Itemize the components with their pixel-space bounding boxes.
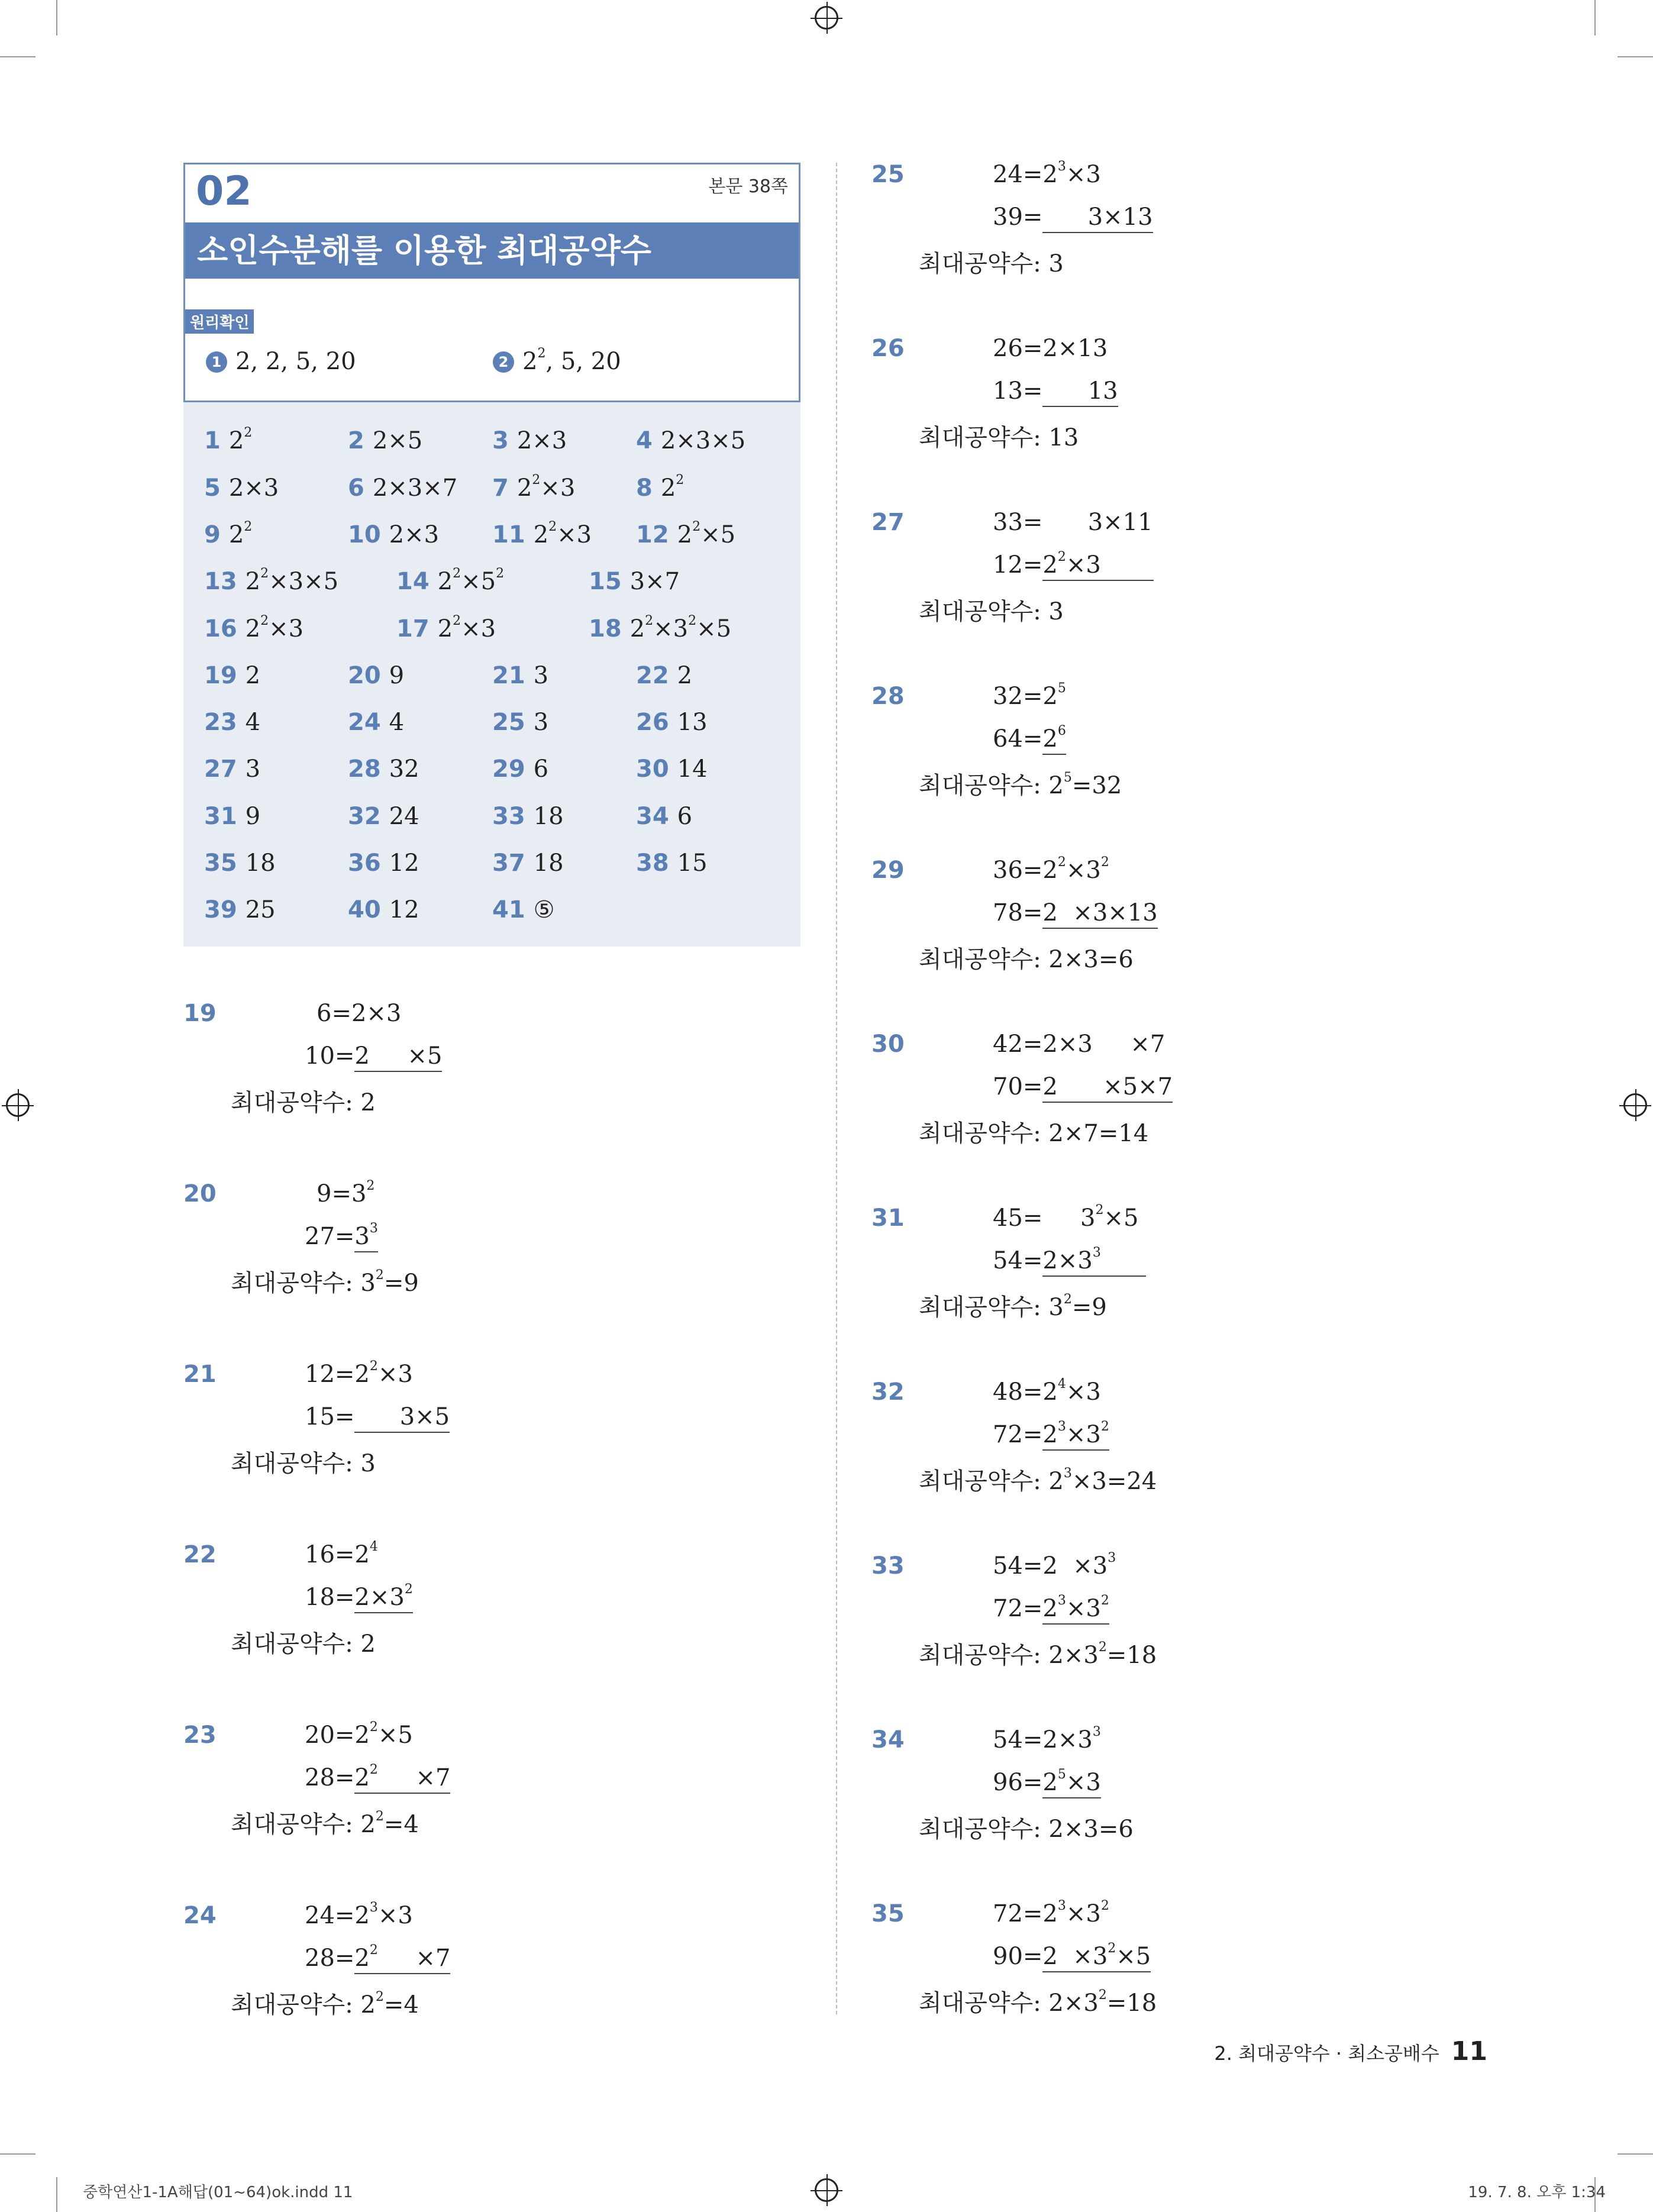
answer-1: 1 $2^2$	[204, 425, 253, 454]
answer-grid	[183, 402, 800, 947]
principle-item-2: 2 $2^2$, 5, 20	[493, 348, 621, 375]
crop-mark	[1594, 0, 1596, 35]
section-header	[183, 163, 800, 402]
answer-27: 27 3	[204, 755, 261, 783]
answer-36: 36 12	[348, 850, 419, 877]
answer-38: 38 15	[636, 850, 708, 877]
answer-9: 9 $2^2$	[204, 519, 253, 548]
answer-18: 18 $2^2\times 3^2\times 5$	[589, 613, 732, 642]
answer-4: 4 2×3×5	[636, 427, 746, 454]
answer-26: 26 13	[636, 709, 708, 736]
answer-31: 31 9	[204, 803, 261, 830]
registration-mark-top	[815, 6, 838, 30]
registration-mark-right	[1623, 1093, 1647, 1117]
number-2-icon: 2	[493, 351, 514, 373]
principle-tag: 원리확인	[185, 309, 254, 334]
column-divider	[836, 163, 837, 2014]
answer-16: 16 $2^2\times 3$	[204, 613, 304, 642]
crop-mark	[0, 56, 35, 57]
answer-15: 15 3×7	[589, 568, 680, 595]
page-number: 11	[1451, 2036, 1487, 2066]
answer-24: 24 4	[348, 709, 405, 736]
answer-28: 28 32	[348, 755, 419, 783]
answer-41: 41 ⑤	[492, 896, 555, 923]
page-reference: 본문 38쪽	[708, 176, 788, 197]
answer-40: 40 12	[348, 896, 419, 923]
answer-13: 13 $2^2\times 3\times 5$	[204, 566, 339, 595]
answer-35: 35 18	[204, 850, 276, 877]
answer-32: 32 24	[348, 803, 419, 830]
page-footer	[1214, 2036, 1487, 2066]
chapter-title: 2. 최대공약수 · 최소공배수	[1214, 2042, 1439, 2065]
answer-8: 8 $2^2$	[636, 473, 685, 502]
answer-25: 25 3	[492, 709, 549, 736]
answer-5: 5 2×3	[204, 474, 279, 502]
answer-22: 22 2	[636, 662, 693, 689]
answer-6: 6 2×3×7	[348, 474, 458, 502]
answer-10: 10 2×3	[348, 521, 440, 548]
crop-mark	[0, 2153, 35, 2155]
answer-17: 17 $2^2\times 3$	[396, 613, 496, 642]
slug-date: 19. 7. 8. 오후 1:34	[1468, 2184, 1606, 2201]
answer-2: 2 2×5	[348, 427, 423, 454]
answer-33: 33 18	[492, 803, 564, 830]
answer-12: 12 $2^2\times 5$	[636, 519, 736, 548]
answer-11: 11 $2^2\times 3$	[492, 519, 592, 548]
answer-21: 21 3	[492, 662, 549, 689]
answer-3: 3 2×3	[492, 427, 567, 454]
answer-20: 20 9	[348, 662, 405, 689]
crop-mark	[56, 0, 57, 35]
principle-item-1: 1 2, 2, 5, 20	[206, 348, 356, 375]
section-number: 02	[196, 168, 252, 215]
crop-mark	[1618, 56, 1653, 57]
answer-23: 23 4	[204, 709, 261, 736]
answer-39: 39 25	[204, 896, 276, 923]
answer-30: 30 14	[636, 755, 708, 783]
registration-mark-left	[6, 1093, 30, 1117]
answer-34: 34 6	[636, 803, 693, 830]
crop-mark	[56, 2177, 57, 2212]
answer-37: 37 18	[492, 850, 564, 877]
number-1-icon: 1	[206, 351, 227, 373]
section-title: 소인수분해를 이용한 최대공약수	[185, 222, 799, 279]
registration-mark-bottom	[815, 2178, 838, 2202]
answer-7: 7 $2^2\times 3$	[492, 473, 576, 502]
answer-19: 19 2	[204, 662, 261, 689]
answer-14: 14 $2^2\times 5^2$	[396, 566, 505, 595]
slug-filename: 중학연산1-1A해답(01~64)ok.indd 11	[83, 2184, 353, 2201]
answer-29: 29 6	[492, 755, 549, 783]
crop-mark	[1618, 2153, 1653, 2155]
